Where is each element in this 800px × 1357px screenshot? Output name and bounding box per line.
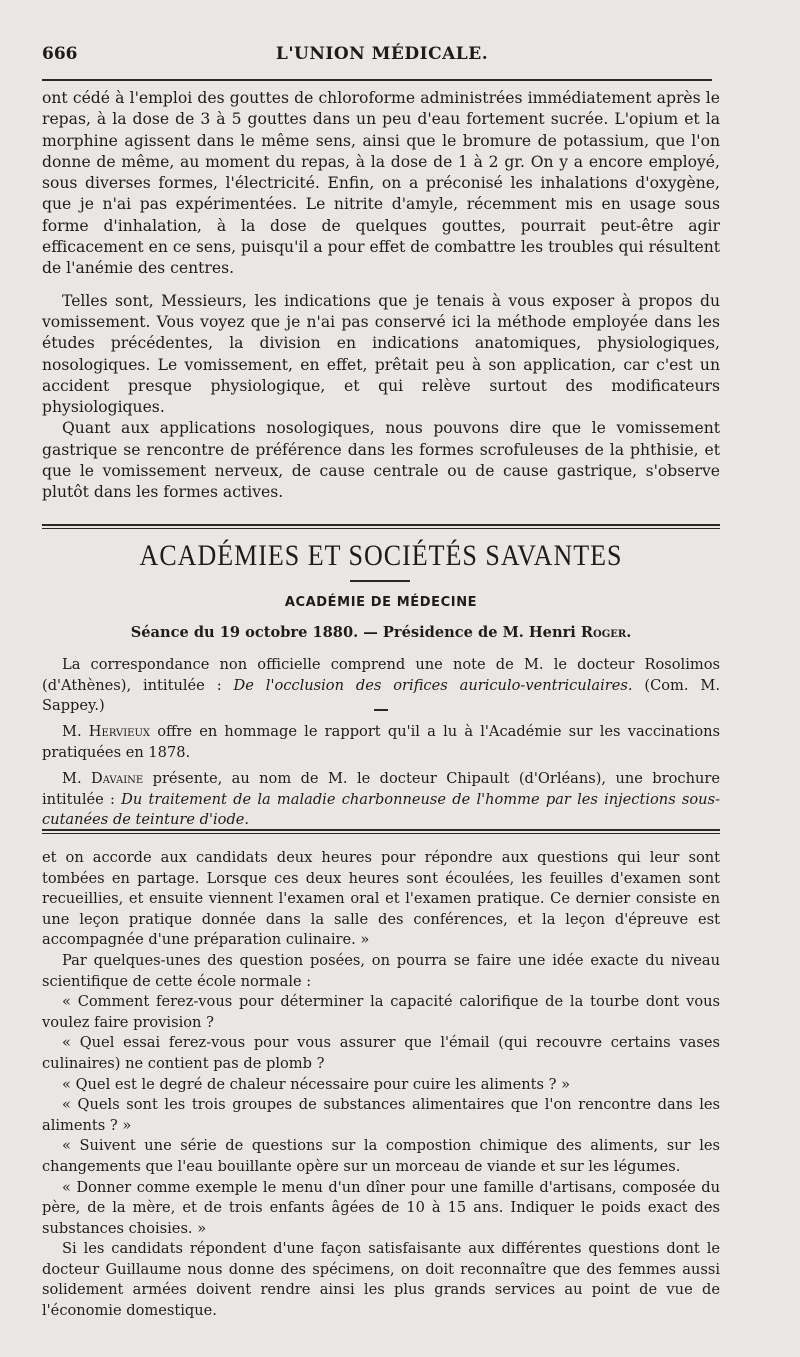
davaine-paragraph xyxy=(42,769,720,831)
page-number: 666 xyxy=(42,44,78,64)
section-title: ACADÉMIES ET SOCIÉTÉS SAVANTES xyxy=(139,539,623,572)
section-separator xyxy=(42,524,720,529)
paragraph: Quant aux applications nosologiques, nous pouvons dire que le vomissement gastrique se rencontre de préférence dans les formes scrofuleuses de la phthisie, et que le vomissement nerveux, de cause centrale ou de cause gastrique, s'observe plutôt dans les formes actives. xyxy=(42,419,720,502)
seance-text: Séance du 19 octobre 1880. — Présidence de M. Henri xyxy=(130,624,581,641)
dash-separator xyxy=(374,709,388,711)
paragraph: « Suivent une série de questions sur la compostion chimique des aliments, sur les changements que l'eau bouillante opère sur un morceau de viande et sur les légumes. xyxy=(42,1137,720,1175)
hervieux-text: offre en hommage le rapport qu'il a lu à l'Académie sur les vaccinations pratiquées en 1878. xyxy=(42,723,720,761)
bottom-text-block xyxy=(42,848,720,1322)
paragraph: « Quel essai ferez-vous pour vous assurer que l'émail (qui recouvre certains vases culinaires) ne contient pas de plomb ? xyxy=(42,1034,720,1072)
hervieux-paragraph xyxy=(42,722,720,763)
hervieux-name: Hervieux xyxy=(88,723,151,740)
paragraph: Telles sont, Messieurs, les indications que je tenais à vous exposer à propos du vomissement. Vous voyez que je n'ai pas conservé ici la méthode employée dans les études précédentes, la division en indications anatomiques, physiologiques, nosologiques. Le vomissement, en effet, prêtait peu à son application, car c'est un accident presque physiologique, et qui relève surtout des modificateurs physiologiques. xyxy=(42,291,720,417)
paragraph: Si les candidats répondent d'une façon satisfaisante aux différentes questions dont le docteur Guillaume nous donne des spécimens, on doit reconnaître que des femmes aussi solidement armées doivent rendre ainsi les plus grands services au point de vue de l'économie domestique. xyxy=(42,1240,720,1320)
president-name: Roger xyxy=(580,624,627,641)
paragraph: « Donner comme exemple le menu d'un dîner pour une famille d'artisans, composée du père, de la mère, et de trois enfants âgées de 10 à 15 ans. Indiquer le poids exact des substances choisies. » xyxy=(42,1178,720,1237)
correspondance-paragraph xyxy=(42,655,720,717)
seance-line xyxy=(42,624,720,641)
paragraph: et on accorde aux candidats deux heures pour répondre aux questions qui leur sont tombées en partage. Lorsque ces deux heures sont écoulées, les feuilles d'examen sont recueillies, et ensuite viennent l'examen oral et l'examen pratique. Ce dernier consiste en une leçon pratique donnée dans la salle des conférences, et la leçon d'épreuve est accompagnée d'une préparation culinaire. » xyxy=(42,849,720,949)
davaine-text: présente, au nom de M. le docteur Chipault (d'Orléans), une brochure intitulée : xyxy=(42,770,720,808)
note-title: De l'occlusion des orifices auriculo-ventriculaires. xyxy=(233,676,633,694)
seance-suffix: . xyxy=(626,624,632,641)
correspondance-after: (Com. M. Sappey.) xyxy=(42,676,720,715)
paragraph: ont cédé à l'emploi des gouttes de chloroforme administrées immédiatement après le repas, à la dose de 3 à 5 gouttes dans un peu d'eau fortement sucrée. L'opium et la morphine agissent dans le même sens, ainsi que le bromure de potassium, que l'on donne de même, au moment du repas, à la dose de 1 à 2 gr. On y a encore employé, sous diverses formes, l'électricité. Enfin, on a préconisé les inhalations d'oxygène, que je n'ai pas expérimentées. Le nitrite d'amyle, récemment mis en usage sous forme d'inhalation, à la dose de quelques gouttes, pourrait peut-être agir efficacement en ce sens, puisqu'il a pour effet de combattre les troubles qui résultent de l'anémie des centres. xyxy=(42,89,720,278)
page-header xyxy=(42,44,722,70)
prefix: M. xyxy=(62,770,91,788)
top-text-block xyxy=(42,88,720,504)
communications-block xyxy=(42,722,720,831)
correspondance-text: La correspondance non officielle comprend une note de M. le docteur Rosolimos (d'Athènes), intitulée : xyxy=(42,656,720,694)
section-separator xyxy=(42,829,720,834)
running-title: L'UNION MÉDICALE. xyxy=(275,44,489,64)
davaine-name: Davaine xyxy=(91,770,144,788)
paragraph: « Comment ferez-vous pour déterminer la capacité calorifique de la tourbe dont vous voulez faire provision ? xyxy=(42,993,720,1031)
paragraph: « Quels sont les trois groupes de substances alimentaires que l'on rencontre dans les aliments ? » xyxy=(42,1096,720,1134)
prefix: M. xyxy=(62,723,89,740)
brochure-title: Du traitement de la maladie charbonneuse de l'homme par les injections sous-cutanées de teinture d'iode. xyxy=(42,790,720,829)
paragraph: « Quel est le degré de chaleur nécessaire pour cuire les aliments ? » xyxy=(62,1075,571,1093)
header-rule xyxy=(42,79,712,81)
academy-heading: ACADÉMIE DE MÉDECINE xyxy=(284,595,478,610)
title-rule xyxy=(350,580,410,582)
paragraph: Par quelques-unes des question posées, on pourra se faire une idée exacte du niveau scientifique de cette école normale : xyxy=(42,951,720,990)
